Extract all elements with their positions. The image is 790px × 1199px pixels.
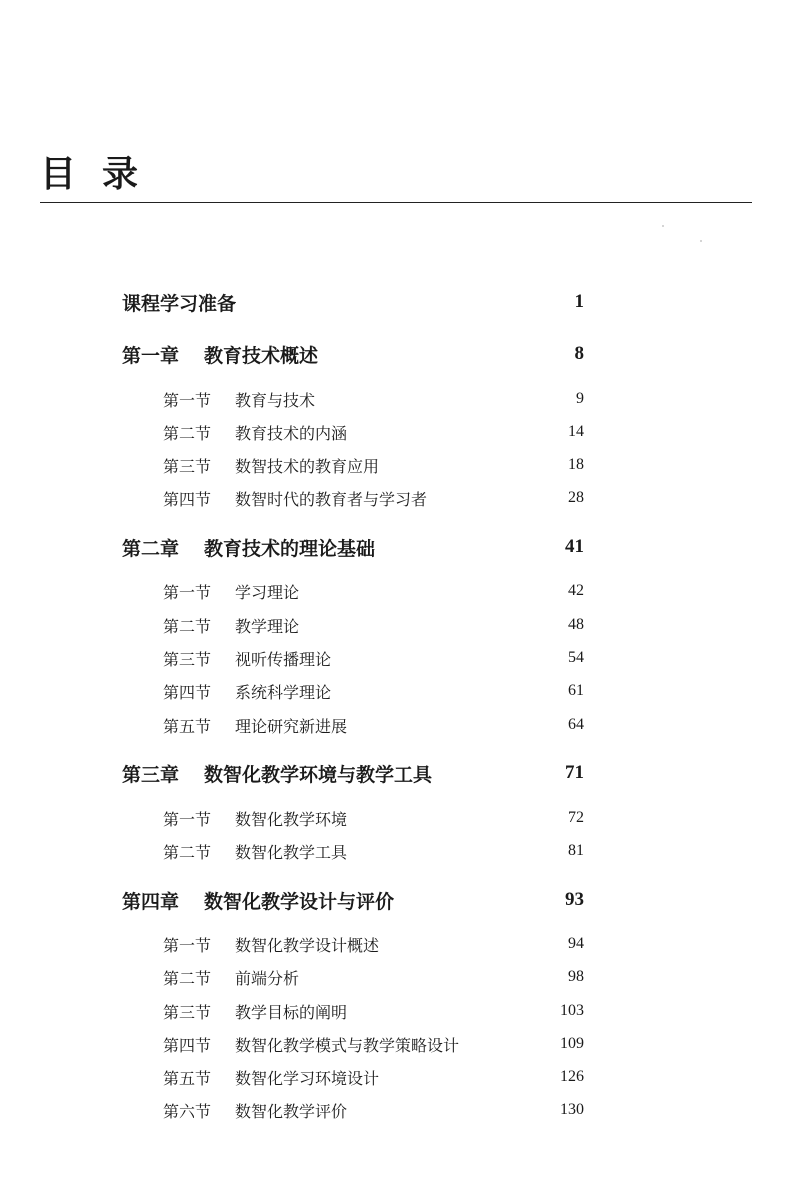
section-page: 9 xyxy=(576,390,584,407)
section-label: 第四节 xyxy=(163,682,212,702)
section-title: 数智技术的教育应用 xyxy=(235,456,380,476)
section-title: 教学目标的阐明 xyxy=(235,1002,348,1022)
toc-section-1-3[interactable] xyxy=(163,452,584,478)
section-page: 14 xyxy=(568,423,584,440)
section-title: 教育与技术 xyxy=(235,390,316,410)
toc-entry-title: 课程学习准备 xyxy=(122,292,237,315)
section-title: 前端分析 xyxy=(235,968,300,988)
chapter-label: 第四章 xyxy=(122,890,180,913)
section-page: 81 xyxy=(568,842,584,859)
section-page: 42 xyxy=(568,582,584,599)
toc-chapter-2[interactable] xyxy=(122,532,584,562)
section-page: 18 xyxy=(568,456,584,473)
chapter-title: 数智化教学环境与教学工具 xyxy=(204,763,433,786)
section-title: 系统科学理论 xyxy=(235,682,332,702)
section-title: 数智化教学评价 xyxy=(235,1101,348,1121)
chapter-label: 第二章 xyxy=(122,537,180,560)
section-label: 第一节 xyxy=(163,582,212,602)
section-title: 学习理论 xyxy=(235,582,300,602)
toc-entry-page: 1 xyxy=(574,291,584,312)
section-title: 数智化教学环境 xyxy=(235,809,348,829)
section-label: 第一节 xyxy=(163,809,212,829)
section-label: 第一节 xyxy=(163,390,212,410)
toc-section-1-2[interactable] xyxy=(163,419,584,445)
chapter-label: 第三章 xyxy=(122,763,180,786)
toc-section-4-5[interactable] xyxy=(163,1064,584,1090)
section-page: 64 xyxy=(568,716,584,733)
chapter-title: 数智化教学设计与评价 xyxy=(204,890,395,913)
section-label: 第五节 xyxy=(163,1068,212,1088)
section-page: 98 xyxy=(568,968,584,985)
toc-section-4-4[interactable] xyxy=(163,1031,584,1057)
section-page: 72 xyxy=(568,809,584,826)
toc-section-4-1[interactable] xyxy=(163,931,584,957)
section-page: 94 xyxy=(568,935,584,952)
section-label: 第五节 xyxy=(163,716,212,736)
section-title: 理论研究新进展 xyxy=(235,716,348,736)
section-label: 第六节 xyxy=(163,1101,212,1121)
chapter-title: 教育技术概述 xyxy=(204,344,319,367)
chapter-page: 93 xyxy=(565,889,584,910)
chapter-title: 教育技术的理论基础 xyxy=(204,537,376,560)
section-label: 第三节 xyxy=(163,456,212,476)
toc-section-2-1[interactable] xyxy=(163,578,584,604)
section-title: 数智化教学工具 xyxy=(235,842,348,862)
section-label: 第一节 xyxy=(163,935,212,955)
toc-section-4-6[interactable] xyxy=(163,1097,584,1123)
section-page: 61 xyxy=(568,682,584,699)
section-label: 第三节 xyxy=(163,649,212,669)
section-label: 第三节 xyxy=(163,1002,212,1022)
section-title: 数智化教学设计概述 xyxy=(235,935,380,955)
chapter-label: 第一章 xyxy=(122,344,180,367)
chapter-page: 41 xyxy=(565,536,584,557)
section-title: 教育技术的内涵 xyxy=(235,423,348,443)
section-title: 视听传播理论 xyxy=(235,649,332,669)
toc-section-2-4[interactable] xyxy=(163,678,584,704)
section-title: 数智化学习环境设计 xyxy=(235,1068,380,1088)
chapter-page: 8 xyxy=(574,343,584,364)
section-page: 130 xyxy=(560,1101,584,1118)
section-page: 48 xyxy=(568,616,584,633)
section-label: 第四节 xyxy=(163,489,212,509)
section-title: 数智时代的教育者与学习者 xyxy=(235,489,428,509)
toc-section-3-2[interactable] xyxy=(163,838,584,864)
section-page: 54 xyxy=(568,649,584,666)
toc-section-2-2[interactable] xyxy=(163,612,584,638)
toc-section-3-1[interactable] xyxy=(163,805,584,831)
toc-entry-course-prep[interactable] xyxy=(122,287,584,317)
toc-section-4-3[interactable] xyxy=(163,998,584,1024)
chapter-page: 71 xyxy=(565,762,584,783)
section-title: 数智化教学模式与教学策略设计 xyxy=(235,1035,460,1055)
section-label: 第二节 xyxy=(163,968,212,988)
section-label: 第四节 xyxy=(163,1035,212,1055)
section-label: 第二节 xyxy=(163,842,212,862)
toc-section-1-1[interactable] xyxy=(163,386,584,412)
section-label: 第二节 xyxy=(163,423,212,443)
section-title: 教学理论 xyxy=(235,616,300,636)
toc-chapter-4[interactable] xyxy=(122,885,584,915)
toc-section-4-2[interactable] xyxy=(163,964,584,990)
page-title: 目录 xyxy=(40,153,165,195)
toc-section-1-4[interactable] xyxy=(163,485,584,511)
section-page: 28 xyxy=(568,489,584,506)
section-page: 109 xyxy=(560,1035,584,1052)
toc-chapter-1[interactable] xyxy=(122,339,584,369)
toc-section-2-5[interactable] xyxy=(163,712,584,738)
section-page: 126 xyxy=(560,1068,584,1085)
toc-section-2-3[interactable] xyxy=(163,645,584,671)
section-page: 103 xyxy=(560,1002,584,1019)
toc-chapter-3[interactable] xyxy=(122,758,584,788)
section-label: 第二节 xyxy=(163,616,212,636)
